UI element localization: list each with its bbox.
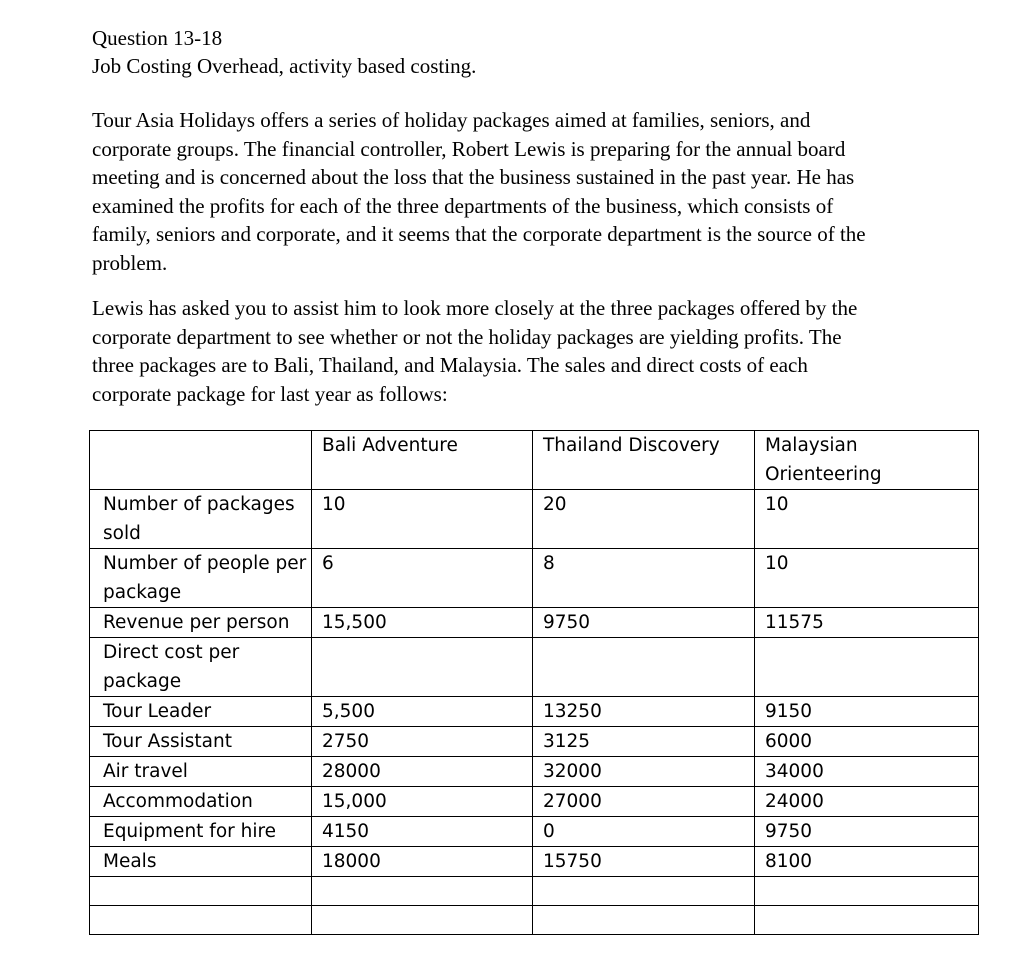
table-cell: 10	[755, 490, 979, 549]
question-number: Question 13-18	[92, 26, 223, 50]
table-header-row	[90, 431, 979, 490]
table-cell: 34000	[755, 757, 979, 787]
row-label: Tour Leader	[90, 697, 312, 727]
header-cell	[90, 431, 312, 490]
table-row	[90, 490, 979, 549]
paragraph-line: corporate package for last year as follows:	[92, 381, 448, 406]
paragraph-line: family, seniors and corporate, and it seems that the corporate department is the source of the	[92, 222, 866, 246]
table-cell: 32000	[533, 757, 755, 787]
table-cell	[755, 638, 979, 697]
table-cell: 8	[533, 549, 755, 608]
row-label: Number of people per package	[90, 549, 312, 608]
table-cell: 15,000	[312, 787, 533, 817]
row-label: Tour Assistant	[90, 727, 312, 757]
table-cell: 2750	[312, 727, 533, 757]
table-cell: 6	[312, 549, 533, 608]
paragraph-line: corporate groups. The financial controller, Robert Lewis is preparing for the annual board	[92, 136, 846, 161]
table-empty-row	[90, 877, 979, 906]
table-row	[90, 638, 979, 697]
table-cell: 15,500	[312, 608, 533, 638]
row-label: Direct cost per package	[90, 638, 312, 697]
header-cell: Thailand Discovery	[533, 431, 755, 490]
table-row	[90, 817, 979, 847]
table-cell: 28000	[312, 757, 533, 787]
paragraph-line: corporate department to see whether or not the holiday packages are yielding profits. The	[92, 324, 842, 349]
row-label: Equipment for hire	[90, 817, 312, 847]
row-label: Accommodation	[90, 787, 312, 817]
table-cell: 10	[312, 490, 533, 549]
table-cell: 15750	[533, 847, 755, 877]
table-empty-row	[90, 906, 979, 935]
table-cell: 4150	[312, 817, 533, 847]
row-label: Number of packages sold	[90, 490, 312, 549]
empty-cell	[755, 906, 979, 935]
paragraph-request	[92, 294, 972, 408]
empty-cell	[755, 877, 979, 906]
paragraph-line: problem.	[92, 250, 168, 275]
empty-cell	[533, 877, 755, 906]
table-cell: 3125	[533, 727, 755, 757]
package-cost-table	[89, 430, 979, 935]
table-row	[90, 757, 979, 787]
paragraph-line: meeting and is concerned about the loss that the business sustained in the past year. He has	[92, 165, 855, 189]
header-cell: Bali Adventure	[312, 431, 533, 490]
table-cell: 10	[755, 549, 979, 608]
header-cell: Malaysian Orienteering	[755, 431, 979, 490]
paragraph-line: examined the profits for each of the three departments of the business, which consists of	[92, 193, 834, 218]
paragraph-line: three packages are to Bali, Thailand, and Malaysia. The sales and direct costs of each	[92, 353, 808, 377]
table-row	[90, 847, 979, 877]
table-row	[90, 608, 979, 638]
table-cell: 24000	[755, 787, 979, 817]
table-cell: 13250	[533, 697, 755, 727]
paragraph-line: Tour Asia Holidays offers a series of holiday packages aimed at families, seniors, and	[92, 108, 811, 132]
empty-cell	[90, 906, 312, 935]
row-label: Meals	[90, 847, 312, 877]
table-row	[90, 697, 979, 727]
empty-cell	[312, 906, 533, 935]
table-cell: 20	[533, 490, 755, 549]
question-subtitle: Job Costing Overhead, activity based costing.	[92, 54, 477, 78]
table-cell: 18000	[312, 847, 533, 877]
paragraph-line: Lewis has asked you to assist him to look more closely at the three packages offered by the	[92, 296, 858, 320]
row-label: Air travel	[90, 757, 312, 787]
table-row	[90, 549, 979, 608]
empty-cell	[312, 877, 533, 906]
table-cell	[312, 638, 533, 697]
row-label: Revenue per person	[90, 608, 312, 638]
table-cell: 27000	[533, 787, 755, 817]
table-cell: 9750	[755, 817, 979, 847]
empty-cell	[90, 877, 312, 906]
table-row	[90, 727, 979, 757]
table-cell: 0	[533, 817, 755, 847]
table-cell: 11575	[755, 608, 979, 638]
table-cell: 9150	[755, 697, 979, 727]
paragraph-intro	[92, 106, 972, 277]
empty-cell	[533, 906, 755, 935]
table-cell: 8100	[755, 847, 979, 877]
table-cell: 5,500	[312, 697, 533, 727]
table-row	[90, 787, 979, 817]
table-cell: 6000	[755, 727, 979, 757]
table-cell	[533, 638, 755, 697]
table-cell: 9750	[533, 608, 755, 638]
